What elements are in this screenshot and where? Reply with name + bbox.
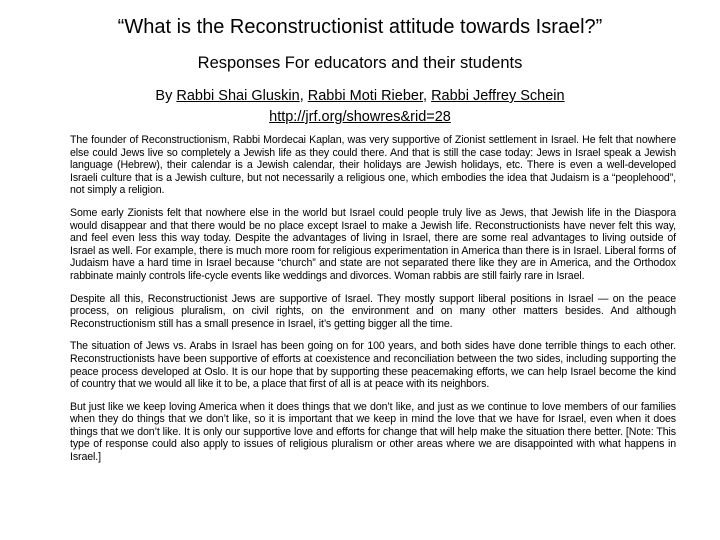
source-url-link[interactable]: http://jrf.org/showres&rid=28 xyxy=(269,109,451,125)
paragraph: Despite all this, Reconstructionist Jews are supportive of Israel. They mostly support liberal positions in Israel — on the peace process, on religious pluralism, on civil rights, on the environment and on many other matters besides. And although Reconstructionism still has a small presence in Israel, it’s getting bigger all the time. xyxy=(70,292,676,330)
author-link-schein[interactable]: Rabbi Jeffrey Schein xyxy=(431,88,565,104)
byline-prefix: By xyxy=(155,88,177,104)
byline-separator: , xyxy=(423,88,432,104)
byline-separator: , xyxy=(299,88,308,104)
paragraph: The founder of Reconstructionism, Rabbi Mordecai Kaplan, was very supportive of Zionist settlement in Israel. He felt that nowhere else could Jews live so completely a Jewish life as they could there. And that is still the case today: Jews in Israel speak a Jewish language (Hebrew), their calendar is a Jewish calendar, their holidays are Jewish holidays, etc. There is even a well-developed Israeli culture that is a Jewish culture, but not necessarily a religious one, which embodies the idea that Judaism is a “peoplehood”, not simply a religion. xyxy=(70,134,676,197)
paragraph: Some early Zionists felt that nowhere else in the world but Israel could people truly live as Jews, that Jewish life in the Diaspora would disappear and that there would be no place except Israel to make a Jewish life. Reconstructionists have never felt this way, and feel even less this way today. Despite the advantages of living in Israel, there are some real advantages to living outside of Israel as well. For example, there is much more room for religious experimentation in America than there is in Israel. Liberal forms of Judaism have a hard time in Israel because “church” and state are not separated there like they are in America, and the Orthodox rabbinate mainly controls life-cycle events like weddings and divorces. Woman rabbis are still fairly rare in Israel. xyxy=(70,206,676,282)
author-link-gluskin[interactable]: Rabbi Shai Gluskin xyxy=(176,88,300,104)
author-link-rieber[interactable]: Rabbi Moti Rieber xyxy=(307,88,423,104)
page-subtitle: Responses For educators and their students xyxy=(197,54,523,72)
paragraph: The situation of Jews vs. Arabs in Israel has been going on for 100 years, and both sides have done terrible things to each other. Reconstructionists have been supportive of efforts at coexistence and reconciliation between the two sides, including supporting the peace process developed at Oslo. It is our hope that by supporting these peacemaking efforts, we can help Israel become the kind of country that we would all like it to be, a place that first of all is at peace with its neighbors. xyxy=(70,340,676,391)
source-url-line xyxy=(0,107,720,127)
byline xyxy=(0,86,720,106)
paragraph: But just like we keep loving America when it does things that we don’t like, and just as we continue to love members of our families when they do things that we don’t like, so it is important that we keep in mind the love that we have for Israel, even when it does things that we don’t like. It is only our supportive love and efforts for change that will help make the situation there better. [Note: This type of response could also apply to issues of religious pluralism or other areas where we are disappointed with what happens in Israel.] xyxy=(70,400,676,464)
body-text xyxy=(70,134,676,474)
page-title: “What is the Reconstructionist attitude towards Israel?” xyxy=(117,16,603,38)
